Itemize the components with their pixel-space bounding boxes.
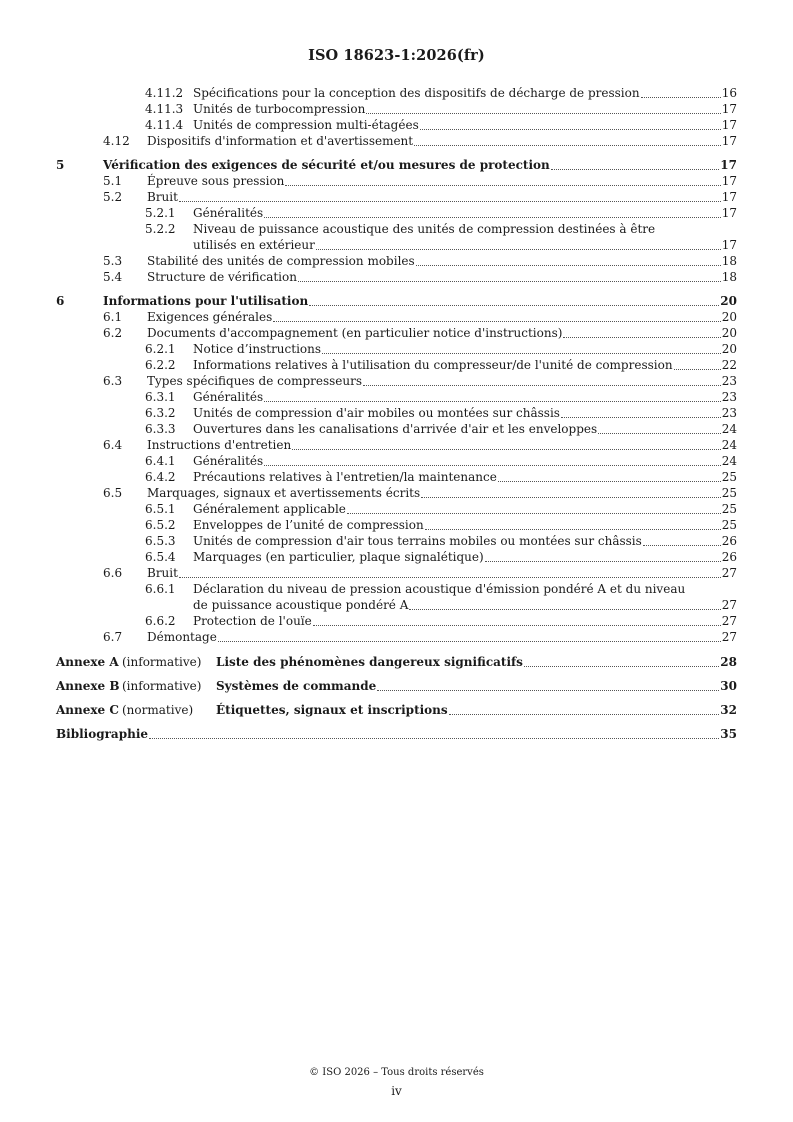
toc-section-number: 6.6.1: [145, 582, 176, 596]
footer-page-number: iv: [391, 1084, 402, 1098]
toc-page-number: 27: [721, 598, 737, 612]
toc-page-number: 23: [721, 390, 737, 404]
toc-section-number: 6.3.3: [145, 422, 176, 436]
toc-dot-leader: [149, 738, 719, 739]
toc-dot-leader: [449, 714, 719, 715]
toc-section-number: 5.2: [103, 190, 123, 204]
toc-section-number: 5.1: [103, 174, 123, 188]
toc-section-number: 5.4: [103, 270, 123, 284]
toc-page-number: 24: [721, 454, 737, 468]
toc-dot-leader: [292, 449, 721, 450]
toc-entry-title: Notice d’instructions: [193, 342, 322, 356]
toc-dot-leader: [179, 577, 721, 578]
toc-page-number: 20: [720, 294, 737, 308]
toc-entry-title: Enveloppes de l’unité de compression: [193, 518, 424, 532]
toc-page-number: 35: [720, 727, 737, 741]
toc-entry[interactable]: [0, 703, 793, 718]
toc-section-number: Bibliographie: [56, 727, 149, 741]
toc-dot-leader: [421, 497, 721, 498]
toc-page-number: 20: [721, 342, 737, 356]
toc-entry-title: Unités de compression d'air mobiles ou montées sur châssis: [193, 406, 560, 420]
toc-entry[interactable]: [0, 86, 793, 101]
toc-page-number: 17: [721, 206, 737, 220]
toc-entry-title: Généralités: [193, 390, 264, 404]
toc-entry[interactable]: [0, 294, 793, 309]
toc-entry-title: Ouvertures dans les canalisations d'arrivée d'air et les enveloppes: [193, 422, 598, 436]
toc-annex-label: Annexe A: [56, 655, 119, 669]
toc-dot-leader: [347, 513, 721, 514]
toc-entry-title: Bruit: [147, 190, 178, 204]
toc-dot-leader: [366, 113, 721, 114]
toc-page-number: 17: [721, 118, 737, 132]
toc-page-number: 23: [721, 374, 737, 388]
toc-page-number: 17: [721, 134, 737, 148]
toc-entry-continuation: [0, 238, 793, 253]
toc-entry[interactable]: [0, 679, 793, 694]
toc-annex-type: (normative): [122, 703, 194, 717]
toc-page-number: 26: [721, 550, 737, 564]
toc-entry-title: Épreuve sous pression: [147, 174, 285, 188]
toc-annex-label: Annexe B: [56, 679, 120, 693]
toc-page-number: 17: [721, 238, 737, 252]
toc-entry-title: Unités de turbocompression: [193, 102, 366, 116]
toc-section-number: 5.2.1: [145, 206, 176, 220]
toc-section-number: 6.7: [103, 630, 123, 644]
toc-page-number: 25: [721, 502, 737, 516]
toc-dot-leader: [409, 609, 721, 610]
toc-entry-continuation: [0, 598, 793, 613]
toc-section-number: 6.4.2: [145, 470, 176, 484]
toc-page-number: 27: [721, 630, 737, 644]
toc-section-number: 4.11.3: [145, 102, 184, 116]
toc-page-number: 24: [721, 422, 737, 436]
toc-entry-title: Exigences générales: [147, 310, 273, 324]
toc-entry[interactable]: [0, 582, 793, 597]
toc-dot-leader: [561, 417, 721, 418]
toc-section-number: 5.2.2: [145, 222, 176, 236]
toc-page-number: 18: [721, 270, 737, 284]
toc-dot-leader: [179, 201, 721, 202]
toc-section-number: 6.4.1: [145, 454, 176, 468]
toc-entry[interactable]: [0, 727, 793, 742]
footer-copyright: © ISO 2026 – Tous droits réservés: [309, 1067, 484, 1078]
toc-entry[interactable]: [0, 566, 793, 581]
toc-dot-leader: [264, 217, 721, 218]
toc-entry-title: Systèmes de commande: [216, 679, 377, 693]
toc-entry[interactable]: [0, 102, 793, 117]
toc-entry[interactable]: [0, 174, 793, 189]
toc-section-number: 6.3: [103, 374, 123, 388]
toc-entry[interactable]: [0, 206, 793, 221]
toc-entry[interactable]: [0, 630, 793, 645]
toc-entry[interactable]: [0, 222, 793, 237]
toc-page-number: 17: [721, 174, 737, 188]
toc-dot-leader: [273, 321, 721, 322]
toc-entry-title: Informations pour l'utilisation: [103, 294, 309, 308]
toc-entry[interactable]: [0, 454, 793, 469]
toc-entry[interactable]: [0, 326, 793, 341]
toc-entry[interactable]: [0, 190, 793, 205]
toc-entry[interactable]: [0, 374, 793, 389]
toc-entry[interactable]: [0, 342, 793, 357]
toc-annex-type: (informative): [122, 655, 202, 669]
toc-entry-title: Spécifications pour la conception des dispositifs de décharge de pression: [193, 86, 640, 100]
toc-entry-title: Vérification des exigences de sécurité et/ou mesures de protection: [103, 158, 550, 172]
toc-dot-leader: [643, 545, 721, 546]
toc-entry[interactable]: [0, 422, 793, 437]
toc-dot-leader: [285, 185, 721, 186]
toc-page-number: 20: [721, 310, 737, 324]
toc-entry[interactable]: [0, 158, 793, 173]
toc-page-number: 22: [721, 358, 737, 372]
toc-dot-leader: [674, 369, 721, 370]
toc-section-number: 4.11.4: [145, 118, 184, 132]
toc-dot-leader: [524, 666, 719, 667]
toc-entry[interactable]: [0, 534, 793, 549]
toc-dot-leader: [316, 249, 721, 250]
toc-section-number: 6.5.4: [145, 550, 176, 564]
toc-entry-title: Marquages (en particulier, plaque signalétique): [193, 550, 484, 564]
toc-entry-title: Protection de l'ouïe: [193, 614, 312, 628]
toc-entry[interactable]: [0, 310, 793, 325]
toc-page-number: 32: [720, 703, 737, 717]
toc-page-number: 28: [720, 655, 737, 669]
toc-section-number: 6.1: [103, 310, 123, 324]
document-header: ISO 18623-1:2026(fr): [308, 47, 485, 64]
toc-section-number: 6.2.2: [145, 358, 176, 372]
toc-entry-title: Précautions relatives à l'entretien/la maintenance: [193, 470, 497, 484]
toc-dot-leader: [425, 529, 721, 530]
toc-page-number: 17: [721, 190, 737, 204]
toc-dot-leader: [641, 97, 721, 98]
toc-entry-title: Unités de compression multi-étagées: [193, 118, 419, 132]
toc-annex-type: (informative): [122, 679, 202, 693]
toc-dot-leader: [309, 305, 719, 306]
toc-dot-leader: [298, 281, 721, 282]
toc-entry[interactable]: [0, 518, 793, 533]
toc-section-number: 5.3: [103, 254, 123, 268]
toc-entry[interactable]: [0, 406, 793, 421]
toc-dot-leader: [551, 169, 719, 170]
toc-page-number: 27: [721, 566, 737, 580]
toc-section-number: 6.5.2: [145, 518, 176, 532]
toc-entry-title: Dispositifs d'information et d'avertissement: [147, 134, 414, 148]
toc-section-number: 6.5: [103, 486, 123, 500]
toc-page-number: 25: [721, 518, 737, 532]
toc-section-number: 6: [56, 294, 65, 308]
toc-page-number: 17: [720, 158, 737, 172]
toc-entry-title: Étiquettes, signaux et inscriptions: [216, 703, 448, 717]
toc-page-number: 24: [721, 438, 737, 452]
toc-section-number: 6.5.3: [145, 534, 176, 548]
toc-entry[interactable]: [0, 358, 793, 373]
toc-dot-leader: [416, 265, 721, 266]
toc-section-number: 4.11.2: [145, 86, 184, 100]
toc-dot-leader: [313, 625, 721, 626]
toc-section-number: 6.2.1: [145, 342, 176, 356]
toc-dot-leader: [218, 641, 721, 642]
toc-entry-title-continuation: utilisés en extérieur: [193, 238, 315, 252]
toc-dot-leader: [414, 145, 721, 146]
toc-dot-leader: [498, 481, 721, 482]
toc-page-number: 16: [721, 86, 737, 100]
toc-page-number: 25: [721, 486, 737, 500]
toc-entry[interactable]: [0, 390, 793, 405]
toc-section-number: 6.6: [103, 566, 123, 580]
toc-dot-leader: [264, 465, 721, 466]
toc-entry-title: Stabilité des unités de compression mobiles: [147, 254, 415, 268]
toc-entry-title: Démontage: [147, 630, 217, 644]
toc-dot-leader: [563, 337, 721, 338]
toc-section-number: 6.6.2: [145, 614, 176, 628]
toc-entry-title: Types spécifiques de compresseurs: [147, 374, 363, 388]
toc-section-number: 6.4: [103, 438, 123, 452]
toc-entry[interactable]: [0, 614, 793, 629]
toc-section-number: 6.5.1: [145, 502, 176, 516]
toc-page-number: 23: [721, 406, 737, 420]
toc-dot-leader: [264, 401, 721, 402]
toc-dot-leader: [322, 353, 721, 354]
toc-entry[interactable]: [0, 270, 793, 285]
toc-page-number: 25: [721, 470, 737, 484]
toc-page-number: 30: [720, 679, 737, 693]
toc-page-number: 18: [721, 254, 737, 268]
toc-dot-leader: [485, 561, 721, 562]
toc-page-number: 27: [721, 614, 737, 628]
toc-entry-title: Niveau de puissance acoustique des unités de compression destinées à être: [193, 222, 656, 236]
toc-section-number: 4.12: [103, 134, 130, 148]
toc-entry-title: Généralités: [193, 454, 264, 468]
toc-entry-title: Unités de compression d'air tous terrains mobiles ou montées sur châssis: [193, 534, 642, 548]
toc-entry[interactable]: [0, 470, 793, 485]
toc-entry[interactable]: [0, 655, 793, 670]
toc-page-number: 17: [721, 102, 737, 116]
toc-page-number: 20: [721, 326, 737, 340]
toc-section-number: 6.3.1: [145, 390, 176, 404]
toc-entry-title: Structure de vérification: [147, 270, 297, 284]
toc-entry-title: Instructions d'entretien: [147, 438, 292, 452]
toc-entry[interactable]: [0, 438, 793, 453]
toc-section-number: 6.3.2: [145, 406, 176, 420]
toc-dot-leader: [598, 433, 721, 434]
toc-dot-leader: [377, 690, 719, 691]
toc-entry[interactable]: [0, 486, 793, 501]
toc-page-number: 26: [721, 534, 737, 548]
toc-entry[interactable]: [0, 118, 793, 133]
toc-entry-title: Liste des phénomènes dangereux significatifs: [216, 655, 523, 669]
toc-entry-title-continuation: de puissance acoustique pondéré A: [193, 598, 409, 612]
toc-section-number: 6.2: [103, 326, 123, 340]
toc-entry-title: Documents d'accompagnement (en particulier notice d'instructions): [147, 326, 563, 340]
toc-entry[interactable]: [0, 254, 793, 269]
toc-entry-title: Généralement applicable: [193, 502, 346, 516]
toc-entry[interactable]: [0, 502, 793, 517]
toc-entry-title: Informations relatives à l'utilisation du compresseur/de l'unité de compression: [193, 358, 673, 372]
toc-entry-title: Généralités: [193, 206, 264, 220]
toc-section-number: 5: [56, 158, 65, 172]
toc-entry-title: Bruit: [147, 566, 178, 580]
toc-dot-leader: [363, 385, 721, 386]
toc-entry-title: Déclaration du niveau de pression acoustique d'émission pondéré A et du niveau: [193, 582, 686, 596]
toc-entry-title: Marquages, signaux et avertissements écrits: [147, 486, 421, 500]
toc-entry[interactable]: [0, 550, 793, 565]
toc-annex-label: Annexe C: [56, 703, 119, 717]
toc-dot-leader: [420, 129, 721, 130]
toc-entry[interactable]: [0, 134, 793, 149]
